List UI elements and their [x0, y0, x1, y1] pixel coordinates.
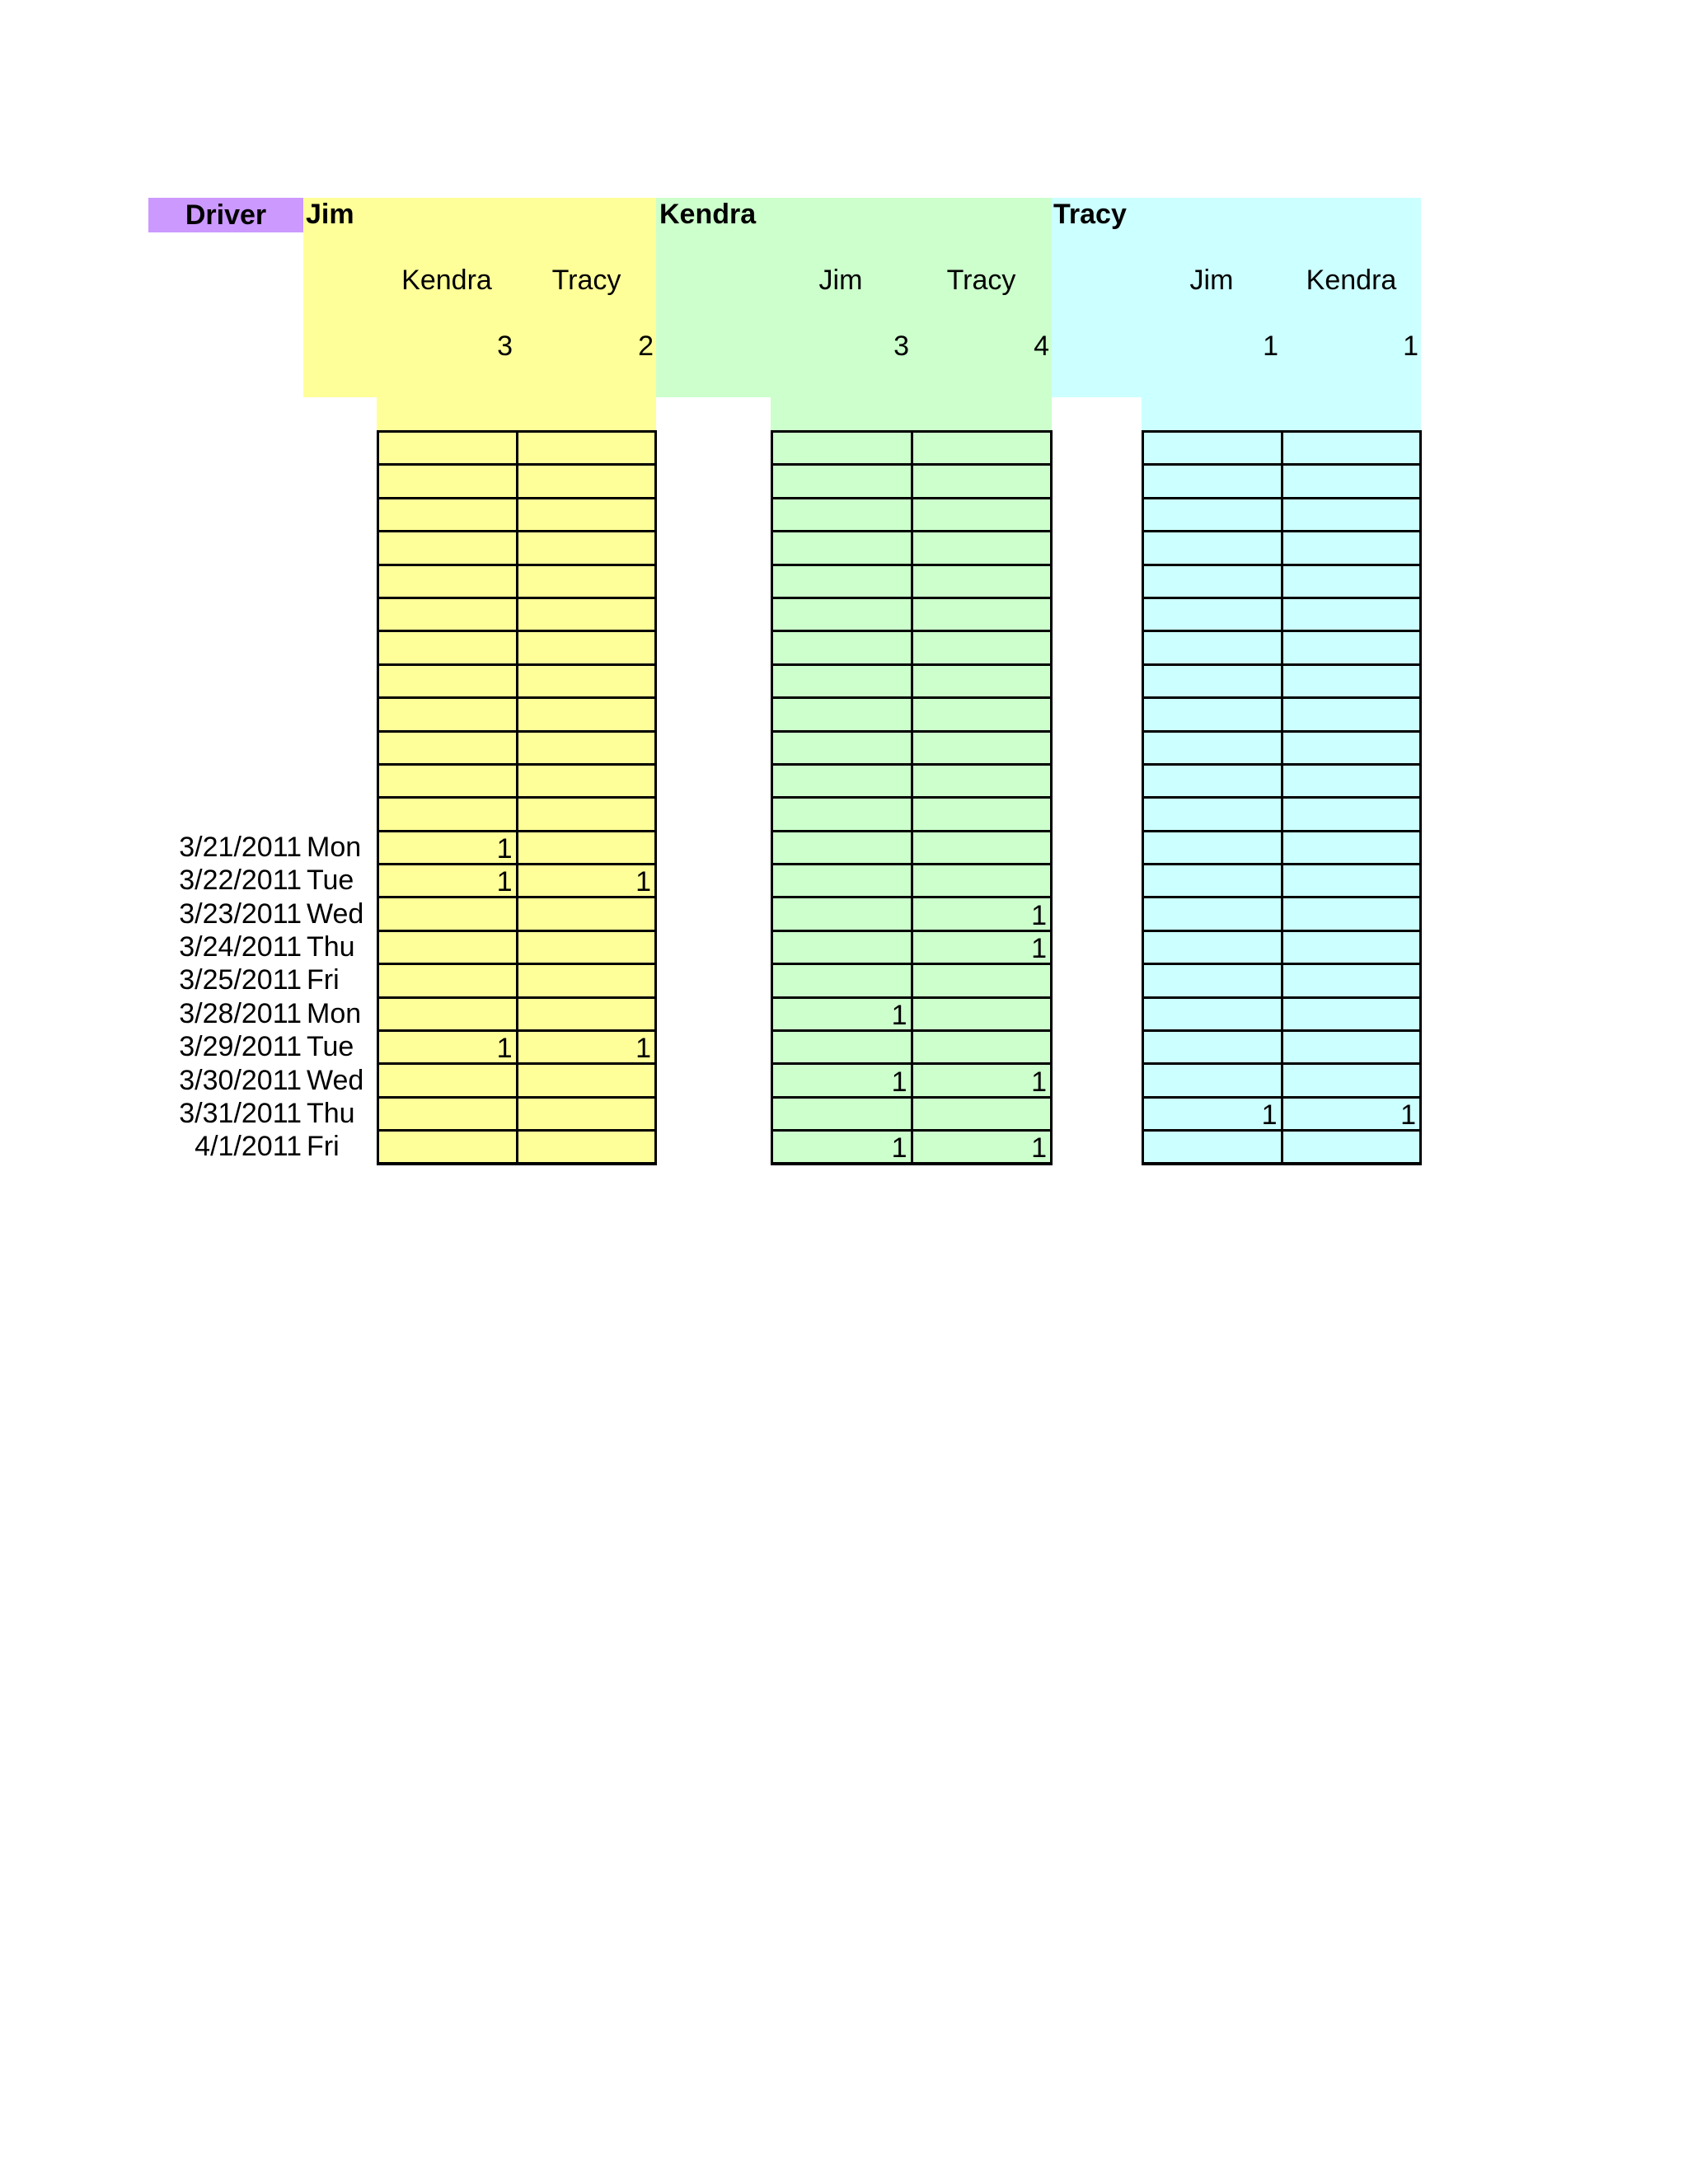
grid-cell[interactable] — [772, 798, 912, 831]
grid-cell[interactable] — [1143, 432, 1282, 465]
grid-row — [1143, 798, 1421, 831]
grid-row — [1143, 764, 1421, 797]
grid-cell[interactable] — [378, 1097, 518, 1130]
grid-row — [1143, 565, 1421, 598]
grid-cell[interactable] — [378, 997, 518, 1030]
jim-grid-background-top — [377, 397, 656, 430]
grid-cell[interactable] — [517, 631, 656, 664]
grid-row — [772, 532, 1052, 565]
grid-cell[interactable] — [912, 731, 1052, 764]
grid-row — [378, 1031, 656, 1064]
grid-cell[interactable] — [378, 798, 518, 831]
grid-cell[interactable] — [1143, 731, 1282, 764]
grid-row — [378, 664, 656, 697]
grid-cell[interactable] — [517, 432, 656, 465]
grid-row — [772, 731, 1052, 764]
grid-cell[interactable] — [1143, 565, 1282, 598]
grid-row — [1143, 930, 1421, 963]
grid-cell[interactable] — [1143, 865, 1282, 898]
grid-cell[interactable] — [912, 865, 1052, 898]
grid-cell[interactable]: 1 — [912, 1064, 1052, 1097]
grid-cell[interactable] — [772, 565, 912, 598]
grid-row — [772, 1064, 1052, 1097]
grid-row — [1143, 1064, 1421, 1097]
grid-row — [378, 1097, 656, 1130]
grid-cell[interactable] — [912, 1097, 1052, 1130]
grid-cell[interactable] — [378, 465, 518, 498]
grid-cell[interactable]: 1 — [1143, 1097, 1282, 1130]
grid-cell[interactable] — [772, 1097, 912, 1130]
grid-row — [378, 432, 656, 465]
grid-row — [378, 964, 656, 997]
tracy-grid — [1142, 430, 1422, 1165]
grid-cell[interactable] — [1143, 1064, 1282, 1097]
date-label: 3/31/2011 — [179, 1098, 302, 1129]
grid-row — [378, 498, 656, 531]
kendra-grid — [771, 430, 1053, 1165]
grid-cell[interactable] — [912, 565, 1052, 598]
grid-cell[interactable] — [772, 865, 912, 898]
grid-cell[interactable] — [1282, 731, 1421, 764]
total-tracy-kendra: 1 — [1403, 330, 1418, 362]
grid-row — [1143, 465, 1421, 498]
grid-cell[interactable] — [1143, 465, 1282, 498]
grid-cell[interactable] — [772, 664, 912, 697]
grid-row — [378, 997, 656, 1030]
grid-cell[interactable]: 1 — [772, 1064, 912, 1097]
grid-cell[interactable] — [1143, 1131, 1282, 1164]
date-label: 3/22/2011 — [179, 865, 302, 897]
date-label: 3/23/2011 — [179, 898, 302, 930]
grid-cell[interactable] — [517, 1064, 656, 1097]
grid-cell[interactable] — [1143, 831, 1282, 864]
col-header-kendra-tracy: Tracy — [946, 265, 1016, 296]
grid-cell[interactable] — [1282, 930, 1421, 963]
grid-cell[interactable] — [517, 498, 656, 531]
grid-cell[interactable] — [1282, 664, 1421, 697]
grid-row — [378, 598, 656, 630]
grid-row — [378, 798, 656, 831]
grid-cell[interactable] — [772, 1031, 912, 1064]
col-header-kendra-jim: Jim — [818, 265, 863, 296]
grid-cell[interactable] — [1282, 865, 1421, 898]
grid-cell[interactable] — [378, 698, 518, 731]
grid-row — [772, 964, 1052, 997]
group-driver-jim: Jim — [306, 199, 354, 230]
grid-cell[interactable] — [378, 898, 518, 930]
grid-cell[interactable] — [912, 664, 1052, 697]
day-label: Thu — [307, 1098, 355, 1129]
driver-header-cell: Driver — [148, 198, 303, 232]
grid-cell[interactable] — [772, 930, 912, 963]
grid-cell[interactable] — [517, 731, 656, 764]
grid-cell[interactable]: 1 — [772, 997, 912, 1030]
grid-cell[interactable] — [378, 1064, 518, 1097]
grid-row — [772, 664, 1052, 697]
grid-row — [378, 565, 656, 598]
grid-cell[interactable] — [772, 698, 912, 731]
grid-row — [772, 865, 1052, 898]
grid-row — [1143, 1031, 1421, 1064]
date-label: 3/28/2011 — [179, 997, 302, 1029]
grid-row — [772, 1131, 1052, 1164]
grid-row — [378, 698, 656, 731]
grid-cell[interactable] — [912, 764, 1052, 797]
grid-row — [1143, 964, 1421, 997]
grid-cell[interactable] — [517, 565, 656, 598]
day-label: Tue — [307, 1031, 354, 1063]
grid-cell[interactable] — [517, 930, 656, 963]
grid-row — [1143, 1131, 1421, 1164]
grid-cell[interactable] — [378, 532, 518, 565]
grid-cell[interactable] — [1143, 764, 1282, 797]
grid-row — [772, 1031, 1052, 1064]
grid-cell[interactable] — [517, 1131, 656, 1164]
grid-cell[interactable] — [772, 432, 912, 465]
grid-row — [1143, 731, 1421, 764]
grid-cell[interactable] — [378, 664, 518, 697]
grid-cell[interactable] — [1282, 997, 1421, 1030]
grid-row — [772, 930, 1052, 963]
grid-cell[interactable] — [378, 930, 518, 963]
grid-cell[interactable] — [1282, 898, 1421, 930]
grid-row — [378, 1064, 656, 1097]
grid-cell[interactable] — [517, 798, 656, 831]
total-jim-kendra: 3 — [497, 330, 513, 362]
col-header-jim-tracy: Tracy — [551, 265, 621, 296]
grid-row — [1143, 498, 1421, 531]
grid-cell[interactable]: 1 — [517, 865, 656, 898]
grid-cell[interactable] — [772, 898, 912, 930]
grid-cell[interactable] — [1282, 831, 1421, 864]
date-label: 3/29/2011 — [179, 1031, 302, 1063]
grid-cell[interactable] — [378, 764, 518, 797]
grid-row — [1143, 898, 1421, 930]
grid-cell[interactable] — [1282, 764, 1421, 797]
grid-cell[interactable] — [912, 532, 1052, 565]
grid-cell[interactable] — [378, 731, 518, 764]
grid-cell[interactable] — [517, 664, 656, 697]
grid-cell[interactable]: 1 — [912, 898, 1052, 930]
grid-row — [772, 631, 1052, 664]
grid-cell[interactable] — [1143, 698, 1282, 731]
grid-cell[interactable] — [1143, 798, 1282, 831]
grid-row — [1143, 865, 1421, 898]
grid-row — [378, 930, 656, 963]
grid-cell[interactable] — [912, 631, 1052, 664]
grid-row — [1143, 532, 1421, 565]
grid-cell[interactable] — [772, 764, 912, 797]
date-label: 3/25/2011 — [179, 964, 302, 996]
grid-cell[interactable] — [378, 964, 518, 997]
grid-cell[interactable] — [378, 565, 518, 598]
grid-row — [772, 465, 1052, 498]
grid-cell[interactable] — [772, 498, 912, 531]
grid-cell[interactable] — [1143, 598, 1282, 630]
grid-cell[interactable] — [1282, 565, 1421, 598]
grid-cell[interactable] — [517, 997, 656, 1030]
grid-cell[interactable] — [1282, 465, 1421, 498]
grid-row — [772, 565, 1052, 598]
group-driver-tracy: Tracy — [1053, 199, 1127, 230]
grid-cell[interactable] — [912, 798, 1052, 831]
kendra-grid-background-top — [771, 397, 1052, 430]
grid-cell[interactable]: 1 — [772, 1131, 912, 1164]
grid-cell[interactable] — [1143, 498, 1282, 531]
col-header-tracy-jim: Jim — [1189, 265, 1234, 296]
grid-row — [378, 631, 656, 664]
grid-cell[interactable] — [517, 831, 656, 864]
grid-row — [1143, 664, 1421, 697]
grid-row — [772, 698, 1052, 731]
col-header-jim-kendra: Kendra — [401, 265, 492, 296]
jim-grid — [377, 430, 657, 1165]
day-label: Mon — [307, 997, 362, 1029]
grid-row — [1143, 1097, 1421, 1130]
grid-cell[interactable] — [1143, 1031, 1282, 1064]
total-kendra-tracy: 4 — [1034, 330, 1049, 362]
day-label: Fri — [307, 1131, 340, 1163]
grid-row — [378, 865, 656, 898]
grid-cell[interactable]: 1 — [912, 1131, 1052, 1164]
grid-cell[interactable] — [517, 698, 656, 731]
grid-cell[interactable] — [772, 598, 912, 630]
grid-cell[interactable] — [772, 631, 912, 664]
day-label: Wed — [307, 898, 364, 930]
grid-cell[interactable] — [517, 465, 656, 498]
grid-cell[interactable]: 1 — [517, 1031, 656, 1064]
grid-cell[interactable]: 1 — [1282, 1097, 1421, 1130]
day-label: Mon — [307, 831, 362, 863]
grid-cell[interactable] — [517, 964, 656, 997]
date-label: 3/24/2011 — [179, 931, 302, 963]
tracy-grid-background-top — [1142, 397, 1421, 430]
grid-cell[interactable] — [1282, 964, 1421, 997]
grid-row — [1143, 598, 1421, 630]
grid-row — [1143, 432, 1421, 465]
grid-row — [772, 798, 1052, 831]
day-label: Wed — [307, 1064, 364, 1096]
day-label: Tue — [307, 865, 354, 897]
total-tracy-jim: 1 — [1263, 330, 1278, 362]
grid-cell[interactable] — [912, 964, 1052, 997]
grid-row — [772, 898, 1052, 930]
grid-row — [378, 731, 656, 764]
grid-cell[interactable] — [912, 432, 1052, 465]
grid-row — [772, 498, 1052, 531]
grid-row — [378, 764, 656, 797]
grid-row — [1143, 631, 1421, 664]
grid-row — [772, 831, 1052, 864]
grid-row — [378, 831, 656, 864]
grid-row — [378, 1131, 656, 1164]
day-label: Fri — [307, 964, 340, 996]
grid-cell[interactable] — [378, 1131, 518, 1164]
grid-cell[interactable] — [912, 831, 1052, 864]
grid-row — [378, 898, 656, 930]
grid-row — [772, 764, 1052, 797]
grid-row — [772, 432, 1052, 465]
grid-row — [1143, 698, 1421, 731]
grid-cell[interactable] — [1282, 1031, 1421, 1064]
date-label: 3/21/2011 — [179, 831, 302, 863]
grid-cell[interactable] — [772, 532, 912, 565]
grid-cell[interactable] — [1143, 997, 1282, 1030]
grid-cell[interactable] — [1282, 698, 1421, 731]
grid-cell[interactable]: 1 — [378, 831, 518, 864]
grid-cell[interactable] — [517, 898, 656, 930]
grid-cell[interactable] — [517, 764, 656, 797]
grid-cell[interactable]: 1 — [912, 930, 1052, 963]
grid-cell[interactable] — [378, 498, 518, 531]
grid-cell[interactable] — [378, 598, 518, 630]
grid-cell[interactable] — [1282, 498, 1421, 531]
grid-cell[interactable] — [1282, 1064, 1421, 1097]
grid-cell[interactable] — [772, 831, 912, 864]
grid-cell[interactable] — [772, 465, 912, 498]
grid-cell[interactable] — [772, 731, 912, 764]
grid-cell[interactable] — [517, 598, 656, 630]
grid-cell[interactable] — [1143, 964, 1282, 997]
grid-cell[interactable] — [1143, 631, 1282, 664]
date-label: 4/1/2011 — [195, 1131, 302, 1163]
grid-cell[interactable] — [912, 498, 1052, 531]
grid-cell[interactable] — [912, 997, 1052, 1030]
grid-cell[interactable] — [1143, 898, 1282, 930]
grid-cell[interactable] — [517, 1097, 656, 1130]
grid-cell[interactable] — [1282, 432, 1421, 465]
grid-cell[interactable] — [1282, 631, 1421, 664]
grid-row — [772, 1097, 1052, 1130]
grid-cell[interactable] — [1282, 798, 1421, 831]
grid-cell[interactable] — [1143, 930, 1282, 963]
day-label: Thu — [307, 931, 355, 963]
grid-row — [378, 532, 656, 565]
grid-row — [772, 997, 1052, 1030]
total-jim-tracy: 2 — [638, 330, 654, 362]
grid-row — [1143, 997, 1421, 1030]
grid-cell[interactable] — [912, 598, 1052, 630]
grid-cell[interactable] — [517, 532, 656, 565]
grid-cell[interactable] — [772, 964, 912, 997]
grid-cell[interactable] — [1282, 598, 1421, 630]
grid-row — [1143, 831, 1421, 864]
grid-cell[interactable]: 1 — [378, 865, 518, 898]
grid-row — [378, 465, 656, 498]
col-header-tracy-kendra: Kendra — [1306, 265, 1397, 296]
grid-cell[interactable] — [912, 1031, 1052, 1064]
grid-cell[interactable] — [1282, 1131, 1421, 1164]
group-driver-kendra: Kendra — [659, 199, 757, 230]
grid-cell[interactable] — [378, 631, 518, 664]
total-kendra-jim: 3 — [893, 330, 909, 362]
grid-cell[interactable] — [378, 432, 518, 465]
grid-cell[interactable] — [1143, 664, 1282, 697]
grid-cell[interactable] — [912, 698, 1052, 731]
date-label: 3/30/2011 — [179, 1064, 302, 1096]
grid-row — [772, 598, 1052, 630]
grid-cell[interactable]: 1 — [378, 1031, 518, 1064]
grid-cell[interactable] — [912, 465, 1052, 498]
jim-header-background — [303, 198, 656, 397]
grid-cell[interactable] — [1282, 532, 1421, 565]
grid-cell[interactable] — [1143, 532, 1282, 565]
